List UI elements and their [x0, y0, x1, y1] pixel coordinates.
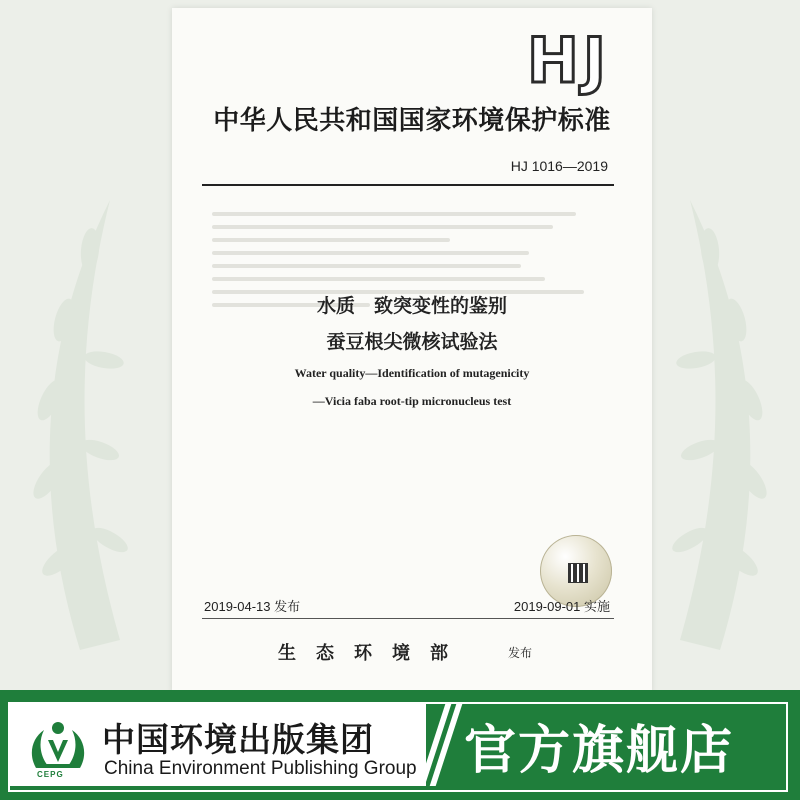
store-banner	[0, 690, 800, 800]
issue-date: 2019-04-13 发布	[204, 599, 301, 614]
qr-code-icon	[568, 563, 588, 583]
standard-cover-page	[172, 8, 652, 693]
cepg-logo-text: CEPG	[37, 770, 64, 779]
chinese-title-line-2: 蚕豆根尖微核试验法	[326, 331, 498, 353]
footer-rule	[202, 618, 614, 619]
header-rule	[202, 184, 614, 186]
publisher-brand-chinese: 中国环境出版集团	[102, 720, 374, 759]
implementation-date: 2019-09-01 实施	[513, 599, 610, 614]
publisher-brand-english: China Environment Publishing Group	[104, 758, 417, 779]
standard-title: 中华人民共和国国家环境保护标准	[213, 106, 611, 136]
hj-logo: HJ	[527, 24, 610, 97]
publisher-name: 生态环境部	[278, 643, 468, 664]
standard-code: HJ 1016—2019	[510, 158, 608, 174]
brand-panel	[10, 704, 426, 786]
english-title-line-2: —Vicia faba root-tip micronucleus test	[312, 394, 512, 408]
cepg-logo-icon	[22, 716, 94, 778]
publisher-suffix: 发布	[508, 646, 533, 660]
english-title-line-1: Water quality—Identification of mutagenicity	[294, 366, 530, 380]
chinese-title-line-1: 水质 致突变性的鉴别	[316, 295, 507, 317]
official-flagship-store-label: 官方旗舰店	[464, 721, 735, 781]
